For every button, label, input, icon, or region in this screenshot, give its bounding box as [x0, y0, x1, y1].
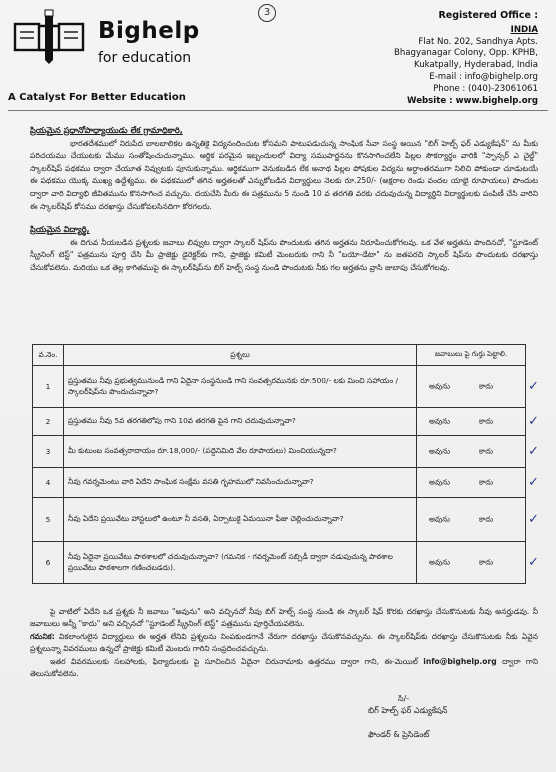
- note-label: గమనిక:: [30, 631, 55, 641]
- answer-yes[interactable]: అవును: [429, 514, 451, 523]
- answer-yes[interactable]: అవును: [429, 557, 451, 566]
- signature-org: బిగ్ హెల్ప్ ఫర్ ఎడ్యుకేషన్: [368, 706, 448, 715]
- checkmark-icon: ✓: [528, 511, 539, 527]
- table-header-row: [33, 345, 526, 366]
- note-paragraph: [30, 631, 538, 656]
- address-line: Kukatpally, Hyderabad, India: [414, 60, 538, 71]
- student-paragraph: ఈ దిగువ నీయబడిన ప్రశ్నలకు జవాబు లివ్వుట ద్వారా స్కాలర్ షిప్‌ను పొందుటకు తగిన అర్హతను నిరూపించుకోగలవు. ఒక వేళ అర్హతను పొందినచో, "స్టూడెంట్ స్క్రీనింగ్ టెస్ట్" పత్రమును పూర్తి చేసి మీ ప్రాజెక్టు డైరెక్టర్‌కు గాని, ప్రాజెక్టు కమిటీ మెంబరుకు గాని నీ "బయో-డేటా" ను జతపరచి స్కాలర్ షిప్‌ను పొందుటకు దరఖాస్తు చేసుకోవలెను. మరియు ఒక తెల్ల కాగితముపై ఈ స్కాలర్‌షిప్‌ను బిగ్ హెల్ప్ సంస్థ నుండి పొందుటకు నీకు గల అర్హతను వ్రాసి జుబాపు చేసుకోగలవు.: [30, 237, 538, 272]
- answer-yes[interactable]: అవును: [429, 416, 451, 425]
- answer-no[interactable]: కాదు: [479, 381, 494, 390]
- header-questions: ప్రశ్నలు: [64, 345, 417, 366]
- header-divider: [8, 110, 548, 111]
- answer-yes[interactable]: అవును: [429, 477, 451, 486]
- address-website: Website : www.bighelp.org: [407, 95, 538, 106]
- row-question: నీవు ఏదైనా ప్రయివేటు పాఠశాలలో చదువుచున్నావా? (గమనిక - గవర్నమెంట్ సబ్సిడీ ద్వారా నడుపుచున్న పాఠశాల ప్రయివేటు పాఠశాలగా గణించబడదు).: [64, 542, 417, 584]
- table-row: [33, 498, 526, 542]
- signature-block: [368, 694, 448, 742]
- address-country: INDIA: [510, 24, 538, 35]
- bighelp-logo-icon: [12, 6, 86, 64]
- checkmark-icon: ✓: [528, 474, 539, 490]
- ineligibility-paragraph: పై వాటిలో ఏదేని ఒక ప్రశ్నకు నీ జవాబు "అవును" అని వచ్చినచో నీవు బిగ్ హెల్ప్ సంస్థ నుండి ఈ స్కాలర్ షిప్ కొరకు దరఖాస్తు చేసుకొనుటకు నీవు అనర్హుడవు. నీ జవాబులు అన్నీ "కాదు" అని వచ్చినచో "స్టూడెంట్ స్క్రీనింగ్ టెస్ట్" పత్రమును పూర్తిచేయవలెను.: [30, 607, 538, 629]
- table-row: [33, 468, 526, 498]
- brand-name: Bighelp: [98, 18, 200, 44]
- signature-mark: సి/-: [398, 694, 410, 703]
- answer-cell: [417, 408, 539, 436]
- answer-no[interactable]: కాదు: [479, 514, 494, 523]
- note-text: వికలాంగులైన విద్యార్థులు ఈ అర్హత లేనివి ప్రశ్నలను నింపకుండగానే నేరుగా దరఖాస్తు చేసుకొనవచ్చును. ఈ స్కాలర్‌షిప్‌కు దరఖాస్తు చేసుకొనుటకు నీకు ఏవైన ప్రశ్నలున్నా వివరములు ఉన్నచో ప్రాజెక్టు కమిటీ మెంబరు గారిని సంప్రదించవచ్చును.: [30, 631, 538, 654]
- eligibility-table: [32, 344, 539, 584]
- row-number: 6: [33, 542, 64, 584]
- address-line: Flat No. 202, Sandhya Apts.: [418, 36, 538, 47]
- table-row: [33, 366, 526, 408]
- row-number: 2: [33, 408, 64, 436]
- checkmark-icon: ✓: [528, 378, 539, 394]
- answer-no[interactable]: కాదు: [479, 446, 494, 455]
- row-number: 5: [33, 498, 64, 542]
- answer-cell: [417, 468, 539, 498]
- answer-cell: [417, 366, 539, 408]
- row-number: 3: [33, 436, 64, 468]
- header-serial: వ.నెం.: [33, 345, 64, 366]
- answer-yes[interactable]: అవును: [429, 381, 451, 390]
- intro-paragraph: భారతదేశములో నిరుపేద బాలబాలికల ఉన్నతికై విద్యనందించుట కోసమని పాటుపడుచున్న సాంఘిక సేవా సంస్థ అయిన "బిగ్ హెల్ప్ ఫర్ ఎడ్యుకేషన్" ను మీకు పరిచయము చేయుటకు మేము సంతోషించుచున్నాము. ఆర్థిక పరమైన ఇబ్బందులలో విద్యా సముపార్జనను కొనసాగించలేని పిల్లల సౌకర్యార్థం వారికి "స్పాన్సర్ ఎ చైల్డ్" స్కాలర్‌షిప్ పథకము ద్వారా చేయూత నివ్వుటకు పూనుకున్నాము. ఆర్థికముగా వెనుకబడిన లేక అనాథ పిల్లల పోషకుల విద్యను అర్ధాంతరముగా నిలిచి పోకుండా చూడుటయే ఈ పథకము యొక్క ముఖ్య ఉద్దేశ్యము. ఈ పథకములో తగిన అర్హతలతో ఎన్నుకోబడిన విద్యార్థులు నెలకు రూ.250/- (అక్షరాల రెండు వందల యాభై రూపాయలు) పొందుట ద్వారా వారి విద్యాభి జీవితమును కొనసాగించ వచ్చును. దయచేసి మీరు ఈ పత్రమును 5 నుండి 10 వ తరగతి వరకు చదువుచున్న విద్యార్థిని విద్యార్థులకు పంపిణీ చేసి వారిని ఈ స్కాలర్‌షిప్ కోసము దరఖాస్తు చేసుకోవలసినదిగా కోరగలరు.: [30, 138, 538, 211]
- signature-title: ఫౌండర్ & ప్రెసిడెంట్: [368, 730, 430, 739]
- table-row: [33, 436, 526, 468]
- row-question: మీ కుటుంబ సంవత్సరాదాయం రూ.18,000/- (పద్దెనిమిది వేల రూపాయలు) మించియున్నదా?: [64, 436, 417, 468]
- row-number: 4: [33, 468, 64, 498]
- contact-paragraph: [30, 656, 538, 681]
- answer-cell: [417, 436, 539, 468]
- address-line: Bhagyanagar Colony, Opp. KPHB,: [393, 48, 538, 59]
- header-answers: జవాబులు పై గుర్తు పెట్టాలి.: [417, 345, 526, 366]
- answer-cell: [417, 498, 539, 542]
- contact-text: ఇతర వివరములకు సలహాలకు, ఫిర్యాదులకు పై సూచించిన ఏదైనా చిరునామాకు ఉత్తరము ద్వారా గాని, ఈ-మెయిల్: [50, 656, 418, 666]
- row-question: నీవు గవర్నమెంటు వారి ఏదేని సాంఘిక సంక్షేమ వసతి గృహములో నివసించుచున్నావా?: [64, 468, 417, 498]
- address-email: E-mail : info@bighelp.org: [429, 71, 538, 82]
- row-question: ప్రస్తుతము నీవు ప్రభుత్వమునుండి గాని ఏదైనా సంస్థనుండి గాని సంవత్సరమునకు రూ.500/- లకు మించి సహాయం / స్కాలర్‌షిప్‌ను పొందుచున్నావా?: [64, 366, 417, 408]
- letter-footer: [30, 606, 538, 680]
- answer-no[interactable]: కాదు: [479, 416, 494, 425]
- checkmark-icon: ✓: [528, 554, 539, 570]
- answer-cell: [417, 542, 539, 584]
- letter-body: [30, 124, 538, 275]
- registered-office-label: Registered Office :: [438, 10, 538, 21]
- row-question: ప్రస్తుతము నీవు 5వ తరగతిలోపు గాని 10వ తరగతి పైన గాని చదువుచున్నావా?: [64, 408, 417, 436]
- registered-office-address: [394, 10, 538, 107]
- contact-email-link[interactable]: info@bighelp.org: [423, 656, 497, 666]
- table-row: [33, 542, 526, 584]
- row-number: 1: [33, 366, 64, 408]
- checkmark-icon: ✓: [528, 443, 539, 459]
- circled-page-mark: 3: [258, 4, 276, 22]
- greeting-headmaster: ప్రియమైన ప్రధానోపాధ్యాయుడు లేక గ్రామాధికారి,: [30, 125, 183, 135]
- answer-no[interactable]: కాదు: [479, 477, 494, 486]
- brand-subtitle: for education: [98, 50, 192, 66]
- row-question: నీవు ఏదేని ప్రయివేటు హాస్టలులో ఉంటూ నీ వసతి, ఏర్పాటుకై ఏమయినా ఫీజు చెల్లించుచున్నావా?: [64, 498, 417, 542]
- answer-no[interactable]: కాదు: [479, 557, 494, 566]
- answer-yes[interactable]: అవును: [429, 446, 451, 455]
- tagline: A Catalyst For Better Education: [8, 92, 186, 103]
- checkmark-icon: ✓: [528, 413, 539, 429]
- table-row: [33, 408, 526, 436]
- address-phone: Phone : (040)-23061061: [433, 83, 538, 94]
- greeting-student: ప్రియమైన విద్యార్థి,: [30, 224, 90, 235]
- contact-text-end: ద్వారా గాని తెలుసుకోవలెను.: [30, 656, 539, 679]
